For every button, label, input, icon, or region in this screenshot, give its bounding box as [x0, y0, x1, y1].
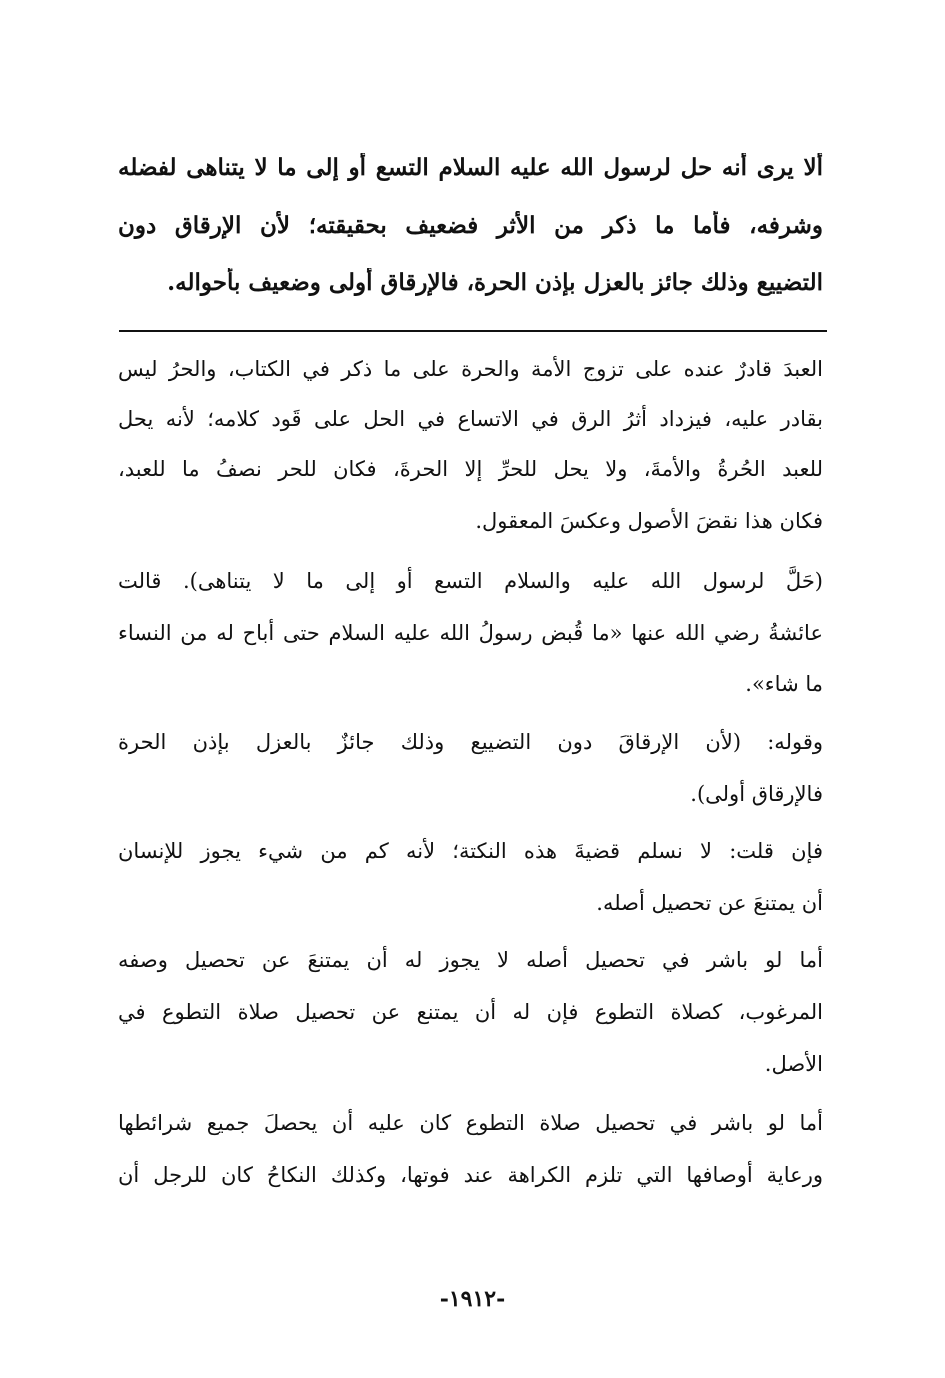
commentary-line-13: المرغوب، كصلاة التطوع فإن له أن يمتنع عن تحصيل صلاة التطوع في	[118, 1000, 823, 1024]
commentary-line-10: فإن قلت: لا نسلم قضيةَ هذه النكتة؛ لأنه كم من شيء يجوز للإنسان	[118, 839, 823, 863]
commentary-line-15: أما لو باشر في تحصيل صلاة التطوع كان عليه أن يحصلَ جميع شرائطها	[118, 1111, 823, 1135]
commentary-line-8: وقوله: (لأن الإرقاقَ دون التضييع وذلك جائزٌ بالعزل بإذن الحرة	[118, 730, 823, 754]
main-text-line-2: وشرفه، فأما ما ذكر من الأثر فضعيف بحقيقته؛ لأن الإرقاق دون	[118, 212, 823, 239]
main-text-line-3: التضييع وذلك جائز بالعزل بإذن الحرة، فالإرقاق أولى وضعيف بأحواله.	[167, 269, 823, 296]
text-divider	[119, 330, 827, 332]
commentary-line-1: العبدَ قادرٌ عنده على تزوج الأمة والحرة على ما ذكر في الكتاب، والحرُ ليس	[118, 357, 823, 381]
commentary-line-5: (حَلَّ لرسول الله عليه والسلام التسع أو إلى ما لا يتناهى). قالت	[118, 569, 823, 593]
main-text-line-1: ألا يرى أنه حل لرسول الله عليه السلام التسع أو إلى ما لا يتناهى لفضله	[118, 154, 823, 181]
commentary-line-2: بقادر عليه، فيزداد أثرُ الرق في الاتساع في الحل على قَود كلامه؛ لأنه يحل	[118, 407, 823, 431]
commentary-line-11: أن يمتنعَ عن تحصيل أصله.	[596, 891, 823, 915]
commentary-line-14: الأصل.	[764, 1052, 823, 1076]
commentary-line-4: فكان هذا نقضَ الأصول وعكسَ المعقول.	[475, 509, 823, 533]
commentary-line-16: ورعاية أوصافها التي تلزم الكراهة عند فوتها، وكذلك النكاحُ كان للرجل أن	[118, 1163, 823, 1187]
commentary-line-3: للعبد الحُرةُ والأمةَ، ولا يحل للحرِّ إلا الحرةَ، فكان للحر نصفُ ما للعبد،	[118, 457, 823, 481]
commentary-line-12: أما لو باشر في تحصيل أصله لا يجوز له أن يمتنعَ عن تحصيل وصفه	[118, 948, 823, 972]
page-number: -١٩١٢-	[439, 1286, 506, 1312]
commentary-line-7: ما شاء».	[745, 672, 823, 696]
commentary-line-9: فالإرقاق أولى).	[690, 782, 823, 806]
commentary-line-6: عائشةُ رضي الله عنها «ما قُبض رسولُ الله عليه السلام حتى أباح له من النساء	[118, 621, 823, 645]
